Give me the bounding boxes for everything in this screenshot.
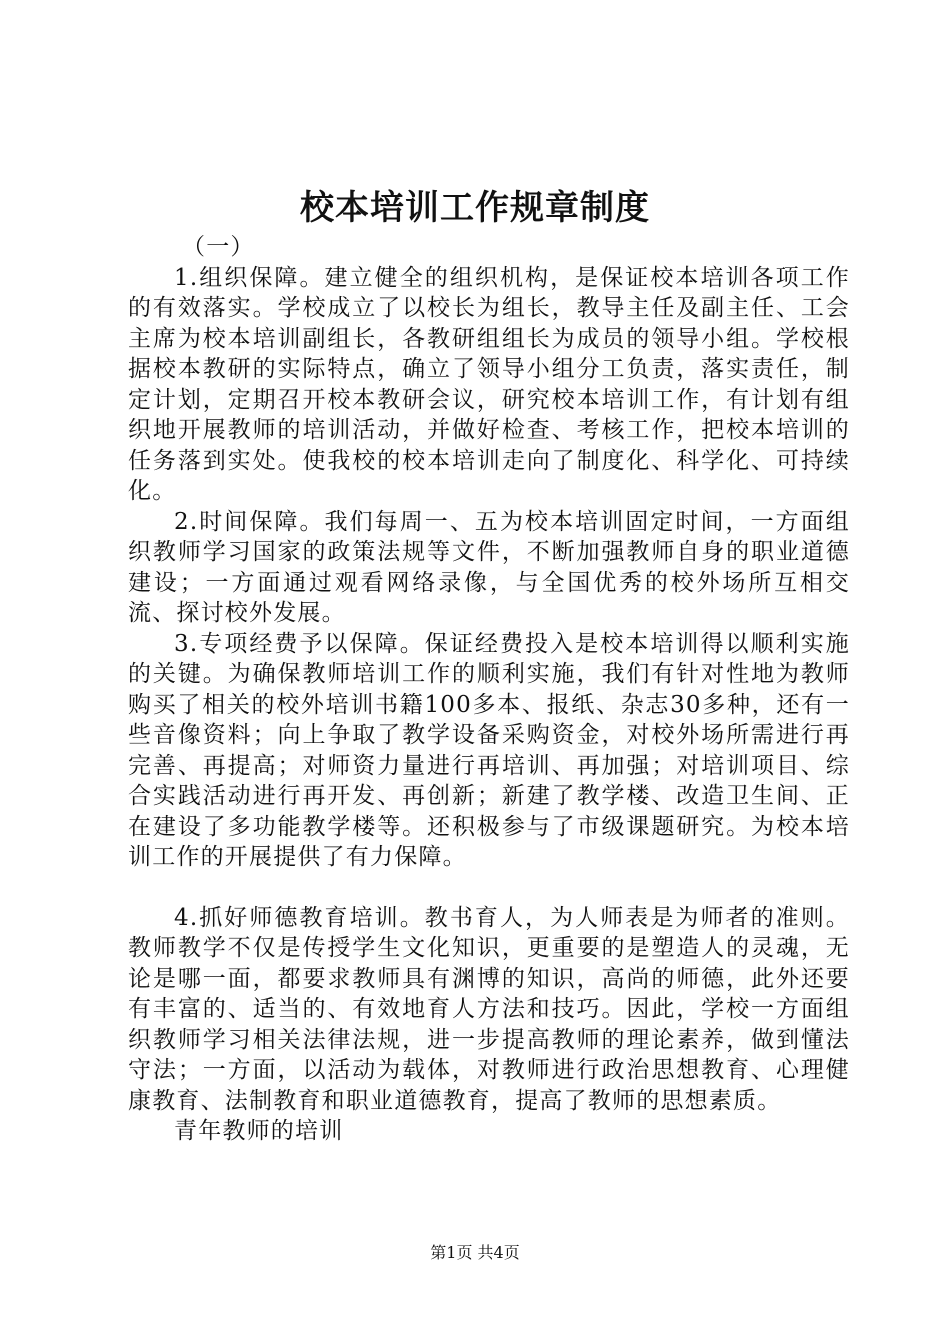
document-body: [128, 232, 850, 1147]
paragraph-organization: 1.组织保障。建立健全的组织机构，是保证校本培训各项工作的有效落实。学校成立了以校长为组长，教导主任及副主任、工会主席为校本培训副组长，各教研组组长为成员的领导小组。学校根据校本教研的实际特点，确立了领导小组分工负责，落实责任，制定计划，定期召开校本教研会议，研究校本培训工作，有计划有组织地开展教师的培训活动，并做好检查、考核工作，把校本培训的任务落到实处。使我校的校本培训走向了制度化、科学化、可持续化。: [128, 264, 850, 504]
section-label: （一）: [182, 234, 255, 260]
paragraph-young-teachers: 青年教师的培训: [174, 1118, 344, 1144]
document-title: 校本培训工作规章制度: [300, 188, 650, 228]
page-footer: 第1页 共4页: [430, 1243, 520, 1262]
paragraph-funding: 3.专项经费予以保障。保证经费投入是校本培训得以顺利实施的关键。为确保教师培训工作的顺利实施，我们有针对性地为教师购买了相关的校外培训书籍100多本、报纸、杂志30多种，还有一些音像资料；向上争取了教学设备采购资金，对校外场所需进行再完善、再提高；对师资力量进行再培训、再加强；对培训项目、综合实践活动进行再开发、再创新；新建了教学楼、改造卫生间、正在建设了多功能教学楼等。还积极参与了市级课题研究。为校本培训工作的开展提供了有力保障。: [128, 630, 850, 870]
paragraph-ethics: 4.抓好师德教育培训。教书育人，为人师表是为师者的准则。教师教学不仅是传授学生文化知识，更重要的是塑造人的灵魂，无论是哪一面，都要求教师具有渊博的知识，高尚的师德，此外还要有丰富的、适当的、有效地育人方法和技巧。因此，学校一方面组织教师学习相关法律法规，进一步提高教师的理论素养，做到懂法守法；一方面，以活动为载体，对教师进行政治思想教育、心理健康教育、法制教育和职业道德教育，提高了教师的思想素质。: [128, 904, 850, 1114]
paragraph-time: 2.时间保障。我们每周一、五为校本培训固定时间，一方面组织教师学习国家的政策法规等文件，不断加强教师自身的职业道德建设；一方面通过观看网络录像，与全国优秀的校外场所互相交流、探讨校外发展。: [128, 508, 850, 626]
